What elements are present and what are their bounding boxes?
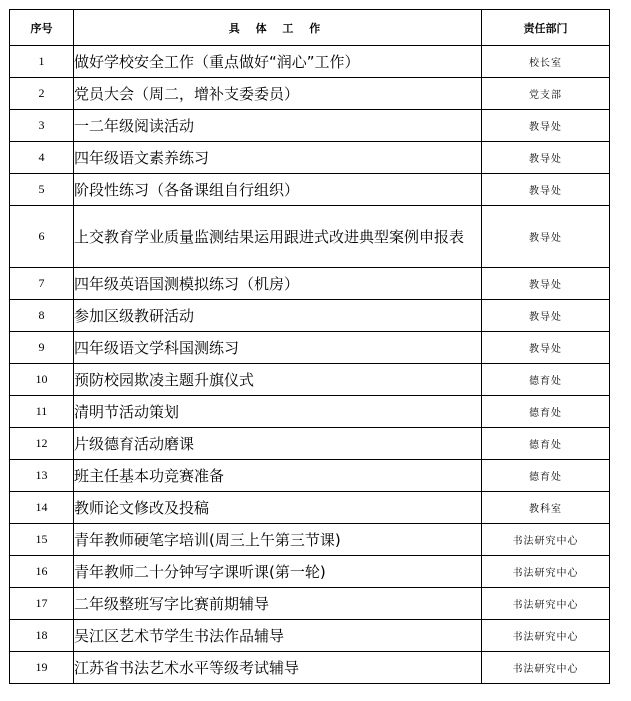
row-task: 上交教育学业质量监测结果运用跟进式改进典型案例申报表 <box>74 206 482 268</box>
row-number: 14 <box>10 492 74 524</box>
row-number: 9 <box>10 332 74 364</box>
row-task: 一二年级阅读活动 <box>74 110 482 142</box>
row-department: 教导处 <box>482 174 610 206</box>
row-department: 德育处 <box>482 364 610 396</box>
table-body <box>10 46 610 684</box>
row-task: 四年级语文学科国测练习 <box>74 332 482 364</box>
row-task: 预防校园欺凌主题升旗仪式 <box>74 364 482 396</box>
row-department: 书法研究中心 <box>482 620 610 652</box>
table-row <box>10 174 610 206</box>
table-row <box>10 524 610 556</box>
row-department: 德育处 <box>482 396 610 428</box>
table-row <box>10 428 610 460</box>
row-department: 书法研究中心 <box>482 556 610 588</box>
row-task: 青年教师二十分钟写字课听课(第一轮) <box>74 556 482 588</box>
row-department: 书法研究中心 <box>482 652 610 684</box>
table-header <box>10 10 610 46</box>
row-number: 2 <box>10 78 74 110</box>
row-number: 19 <box>10 652 74 684</box>
row-department: 教导处 <box>482 110 610 142</box>
row-task: 党员大会（周二，增补支委委员） <box>74 78 482 110</box>
row-task: 青年教师硬笔字培训(周三上午第三节课) <box>74 524 482 556</box>
table-row <box>10 588 610 620</box>
row-number: 18 <box>10 620 74 652</box>
row-department: 德育处 <box>482 428 610 460</box>
header-task: 具 体 工 作 <box>74 10 482 46</box>
row-task: 四年级语文素养练习 <box>74 142 482 174</box>
table-row <box>10 332 610 364</box>
row-department: 书法研究中心 <box>482 588 610 620</box>
row-task: 江苏省书法艺术水平等级考试辅导 <box>74 652 482 684</box>
table-row <box>10 460 610 492</box>
table-row <box>10 364 610 396</box>
row-department: 校长室 <box>482 46 610 78</box>
row-number: 1 <box>10 46 74 78</box>
table-row <box>10 46 610 78</box>
row-number: 3 <box>10 110 74 142</box>
table-row <box>10 652 610 684</box>
row-task: 二年级整班写字比赛前期辅导 <box>74 588 482 620</box>
row-department: 教科室 <box>482 492 610 524</box>
row-number: 13 <box>10 460 74 492</box>
row-department: 党支部 <box>482 78 610 110</box>
row-department: 教导处 <box>482 332 610 364</box>
table-row <box>10 396 610 428</box>
row-department: 教导处 <box>482 206 610 268</box>
work-schedule-table <box>9 9 610 684</box>
row-number: 15 <box>10 524 74 556</box>
row-department: 教导处 <box>482 300 610 332</box>
table-row <box>10 206 610 268</box>
header-number: 序号 <box>10 10 74 46</box>
row-task: 清明节活动策划 <box>74 396 482 428</box>
row-department: 书法研究中心 <box>482 524 610 556</box>
table-row <box>10 556 610 588</box>
table-row <box>10 620 610 652</box>
row-number: 11 <box>10 396 74 428</box>
table-row <box>10 492 610 524</box>
row-task: 四年级英语国测模拟练习（机房） <box>74 268 482 300</box>
row-task: 参加区级教研活动 <box>74 300 482 332</box>
table-row <box>10 78 610 110</box>
row-number: 7 <box>10 268 74 300</box>
row-number: 12 <box>10 428 74 460</box>
row-number: 10 <box>10 364 74 396</box>
row-number: 6 <box>10 206 74 268</box>
row-department: 教导处 <box>482 142 610 174</box>
table-row <box>10 268 610 300</box>
row-number: 8 <box>10 300 74 332</box>
table-row <box>10 110 610 142</box>
row-number: 17 <box>10 588 74 620</box>
table-row <box>10 142 610 174</box>
row-number: 5 <box>10 174 74 206</box>
row-task: 班主任基本功竞赛准备 <box>74 460 482 492</box>
row-task: 片级德育活动磨课 <box>74 428 482 460</box>
row-task: 阶段性练习（各备课组自行组织） <box>74 174 482 206</box>
header-row <box>10 10 610 46</box>
row-department: 教导处 <box>482 268 610 300</box>
header-department: 责任部门 <box>482 10 610 46</box>
row-department: 德育处 <box>482 460 610 492</box>
table-row <box>10 300 610 332</box>
row-task: 教师论文修改及投稿 <box>74 492 482 524</box>
row-task: 做好学校安全工作（重点做好“润心”工作） <box>74 46 482 78</box>
row-number: 16 <box>10 556 74 588</box>
row-number: 4 <box>10 142 74 174</box>
row-task: 吴江区艺术节学生书法作品辅导 <box>74 620 482 652</box>
